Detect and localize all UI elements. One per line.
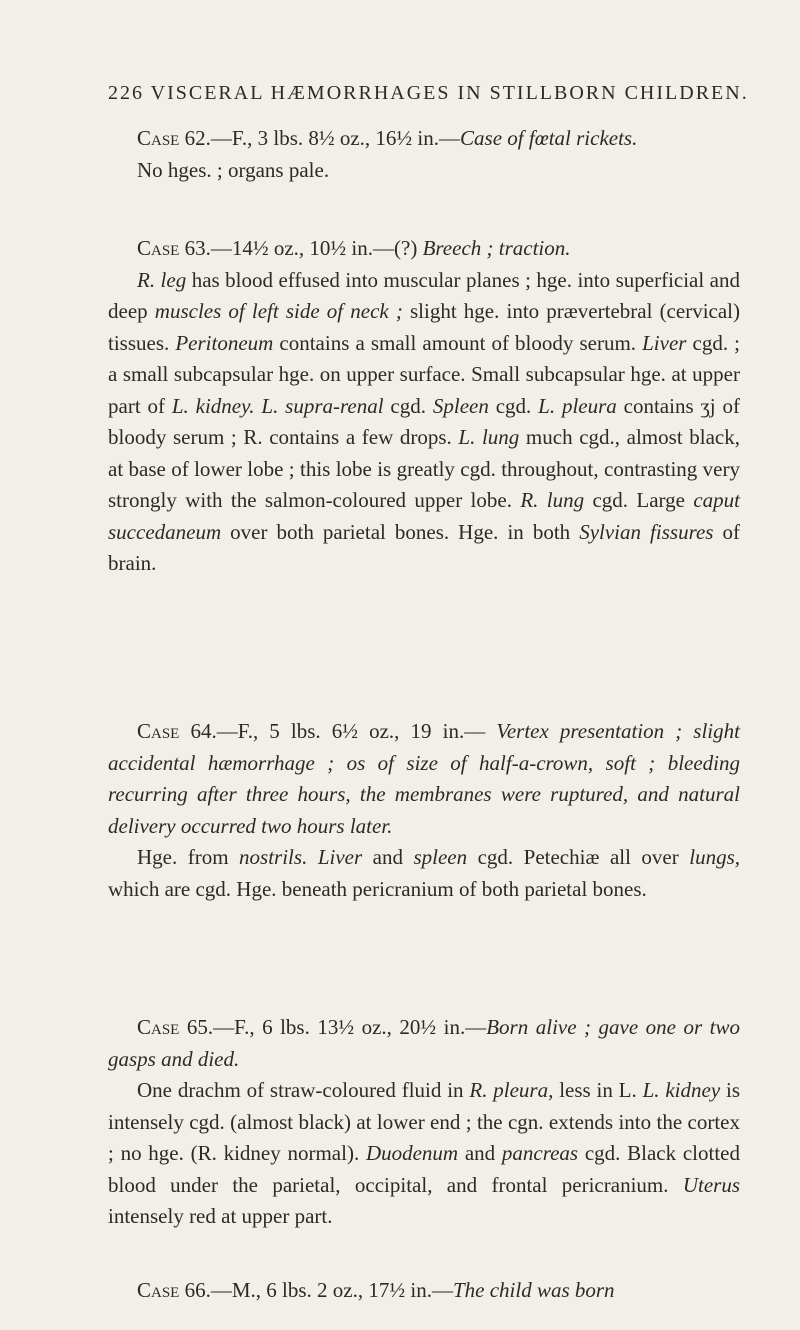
text-run: cgd. xyxy=(383,393,433,418)
text-run: —M., 6 lbs. 2 oz., 17½ in.— xyxy=(210,1278,453,1302)
italic-run: Case of fœtal rickets. xyxy=(460,126,638,150)
italic-run: muscles of left side of neck ; xyxy=(154,299,403,323)
text-run: cgd. ; a small subcapsular hge. on upper surface. Small subcapsular hge. at upper part of xyxy=(108,330,740,418)
running-head xyxy=(108,82,749,105)
case-label: Case 66. xyxy=(137,1278,211,1302)
italic-run: caput succedaneum xyxy=(108,488,740,544)
text-run: cgd. Black clotted blood under the parietal, occipital, and frontal pericranium. xyxy=(108,1141,741,1197)
case-heading xyxy=(108,1012,740,1075)
case-66 xyxy=(108,1275,740,1307)
italic-run: pancreas xyxy=(501,1141,579,1165)
text-run: No hges. ; organs pale. xyxy=(137,157,330,182)
text-run: —F., 6 lbs. 13½ oz., 20½ in.— xyxy=(213,1015,487,1039)
case-65 xyxy=(108,1012,740,1233)
text-run: One drachm of straw-coloured fluid in xyxy=(137,1078,470,1102)
case-heading xyxy=(108,233,740,265)
italic-run: Sylvian fissures xyxy=(579,519,714,544)
text-run xyxy=(307,845,318,869)
case-label: Case 64. xyxy=(137,719,217,743)
italic-run: nostrils. xyxy=(239,845,308,869)
text-run: cgd. Petechiæ all over xyxy=(467,845,690,869)
italic-run: Breech ; traction. xyxy=(422,236,571,260)
italic-run: Uterus xyxy=(682,1172,740,1197)
case-heading xyxy=(108,123,740,155)
italic-run: Duodenum xyxy=(365,1141,459,1165)
italic-run: Born alive ; gave one or two gasps and died. xyxy=(108,1015,740,1071)
italic-run: L. lung xyxy=(458,425,520,449)
case-63 xyxy=(108,233,740,580)
italic-run: R. pleura, xyxy=(469,1078,554,1102)
case-heading xyxy=(108,716,740,842)
italic-run: Liver xyxy=(642,330,687,355)
italic-run: spleen xyxy=(413,845,468,869)
case-paragraph xyxy=(108,842,740,905)
case-heading xyxy=(108,1275,740,1307)
text-run: —F., 5 lbs. 6½ oz., 19 in.— xyxy=(216,719,497,743)
text-run: which are cgd. Hge. beneath pericranium of both parietal bones. xyxy=(108,876,647,901)
text-run: over both parietal bones. Hge. in both xyxy=(221,519,580,544)
text-run: Hge. from xyxy=(137,845,240,869)
text-run: is intensely cgd. (almost black) at lower end ; the cgn. extends into the cortex ; no hge. (R. kidney normal). xyxy=(108,1078,740,1165)
case-label: Case 62. xyxy=(137,126,211,150)
italic-run: L. kidney xyxy=(642,1078,721,1102)
italic-run: R. lung xyxy=(520,488,585,512)
case-64 xyxy=(108,716,740,905)
italic-run: Spleen xyxy=(432,393,489,418)
text-run: and xyxy=(458,1141,502,1165)
italic-run: Vertex presentation ; slight accidental hæmorrhage ; os of size of half-a-crown, soft ; bleeding recurring after three hours, the membranes were ruptured, and natural delivery occurred two hours later. xyxy=(108,719,740,838)
italic-run: R. leg xyxy=(137,267,187,292)
italic-run: Peritoneum xyxy=(175,330,274,355)
italic-run: L. pleura xyxy=(538,393,617,418)
text-run: less in L. xyxy=(553,1078,643,1102)
text-run: and xyxy=(362,845,414,869)
text-run: cgd. xyxy=(488,393,539,418)
italic-run: Liver xyxy=(317,845,363,869)
case-label: Case 65. xyxy=(137,1015,214,1039)
case-paragraph xyxy=(108,155,740,187)
text-run: has blood effused into muscular planes ; hge. into superficial and deep xyxy=(108,267,741,323)
case-62 xyxy=(108,123,740,186)
case-paragraph xyxy=(108,265,740,580)
text-run: intensely red at upper part. xyxy=(108,1204,333,1228)
text-run: —14½ oz., 10½ in.—(?) xyxy=(210,236,423,260)
text-run: contains ʒj of bloody serum ; R. contains a few drops. xyxy=(108,393,740,449)
italic-run: lungs, xyxy=(689,845,741,869)
case-paragraph xyxy=(108,1075,740,1233)
page-number: 226 xyxy=(108,82,144,104)
text-run: of brain. xyxy=(108,519,740,575)
text-run: slight hge. into prævertebral (cervical) tissues. xyxy=(108,299,740,355)
text-run: cgd. Large xyxy=(584,488,694,512)
text-run: much cgd., almost black, at base of lower lobe ; this lobe is greatly cgd. throughout, contrasting very strongly with the salmon-coloured upper lobe. xyxy=(108,425,740,512)
running-title: VISCERAL HÆMORRHAGES IN STILLBORN CHILDREN. xyxy=(150,82,749,104)
italic-run: L. kidney. L. supra-renal xyxy=(171,393,384,418)
italic-run: The child was born xyxy=(452,1278,615,1302)
text-run: contains a small amount of bloody serum. xyxy=(273,330,643,355)
text-run: —F., 3 lbs. 8½ oz., 16½ in.— xyxy=(210,126,461,150)
case-label: Case 63. xyxy=(137,236,211,260)
